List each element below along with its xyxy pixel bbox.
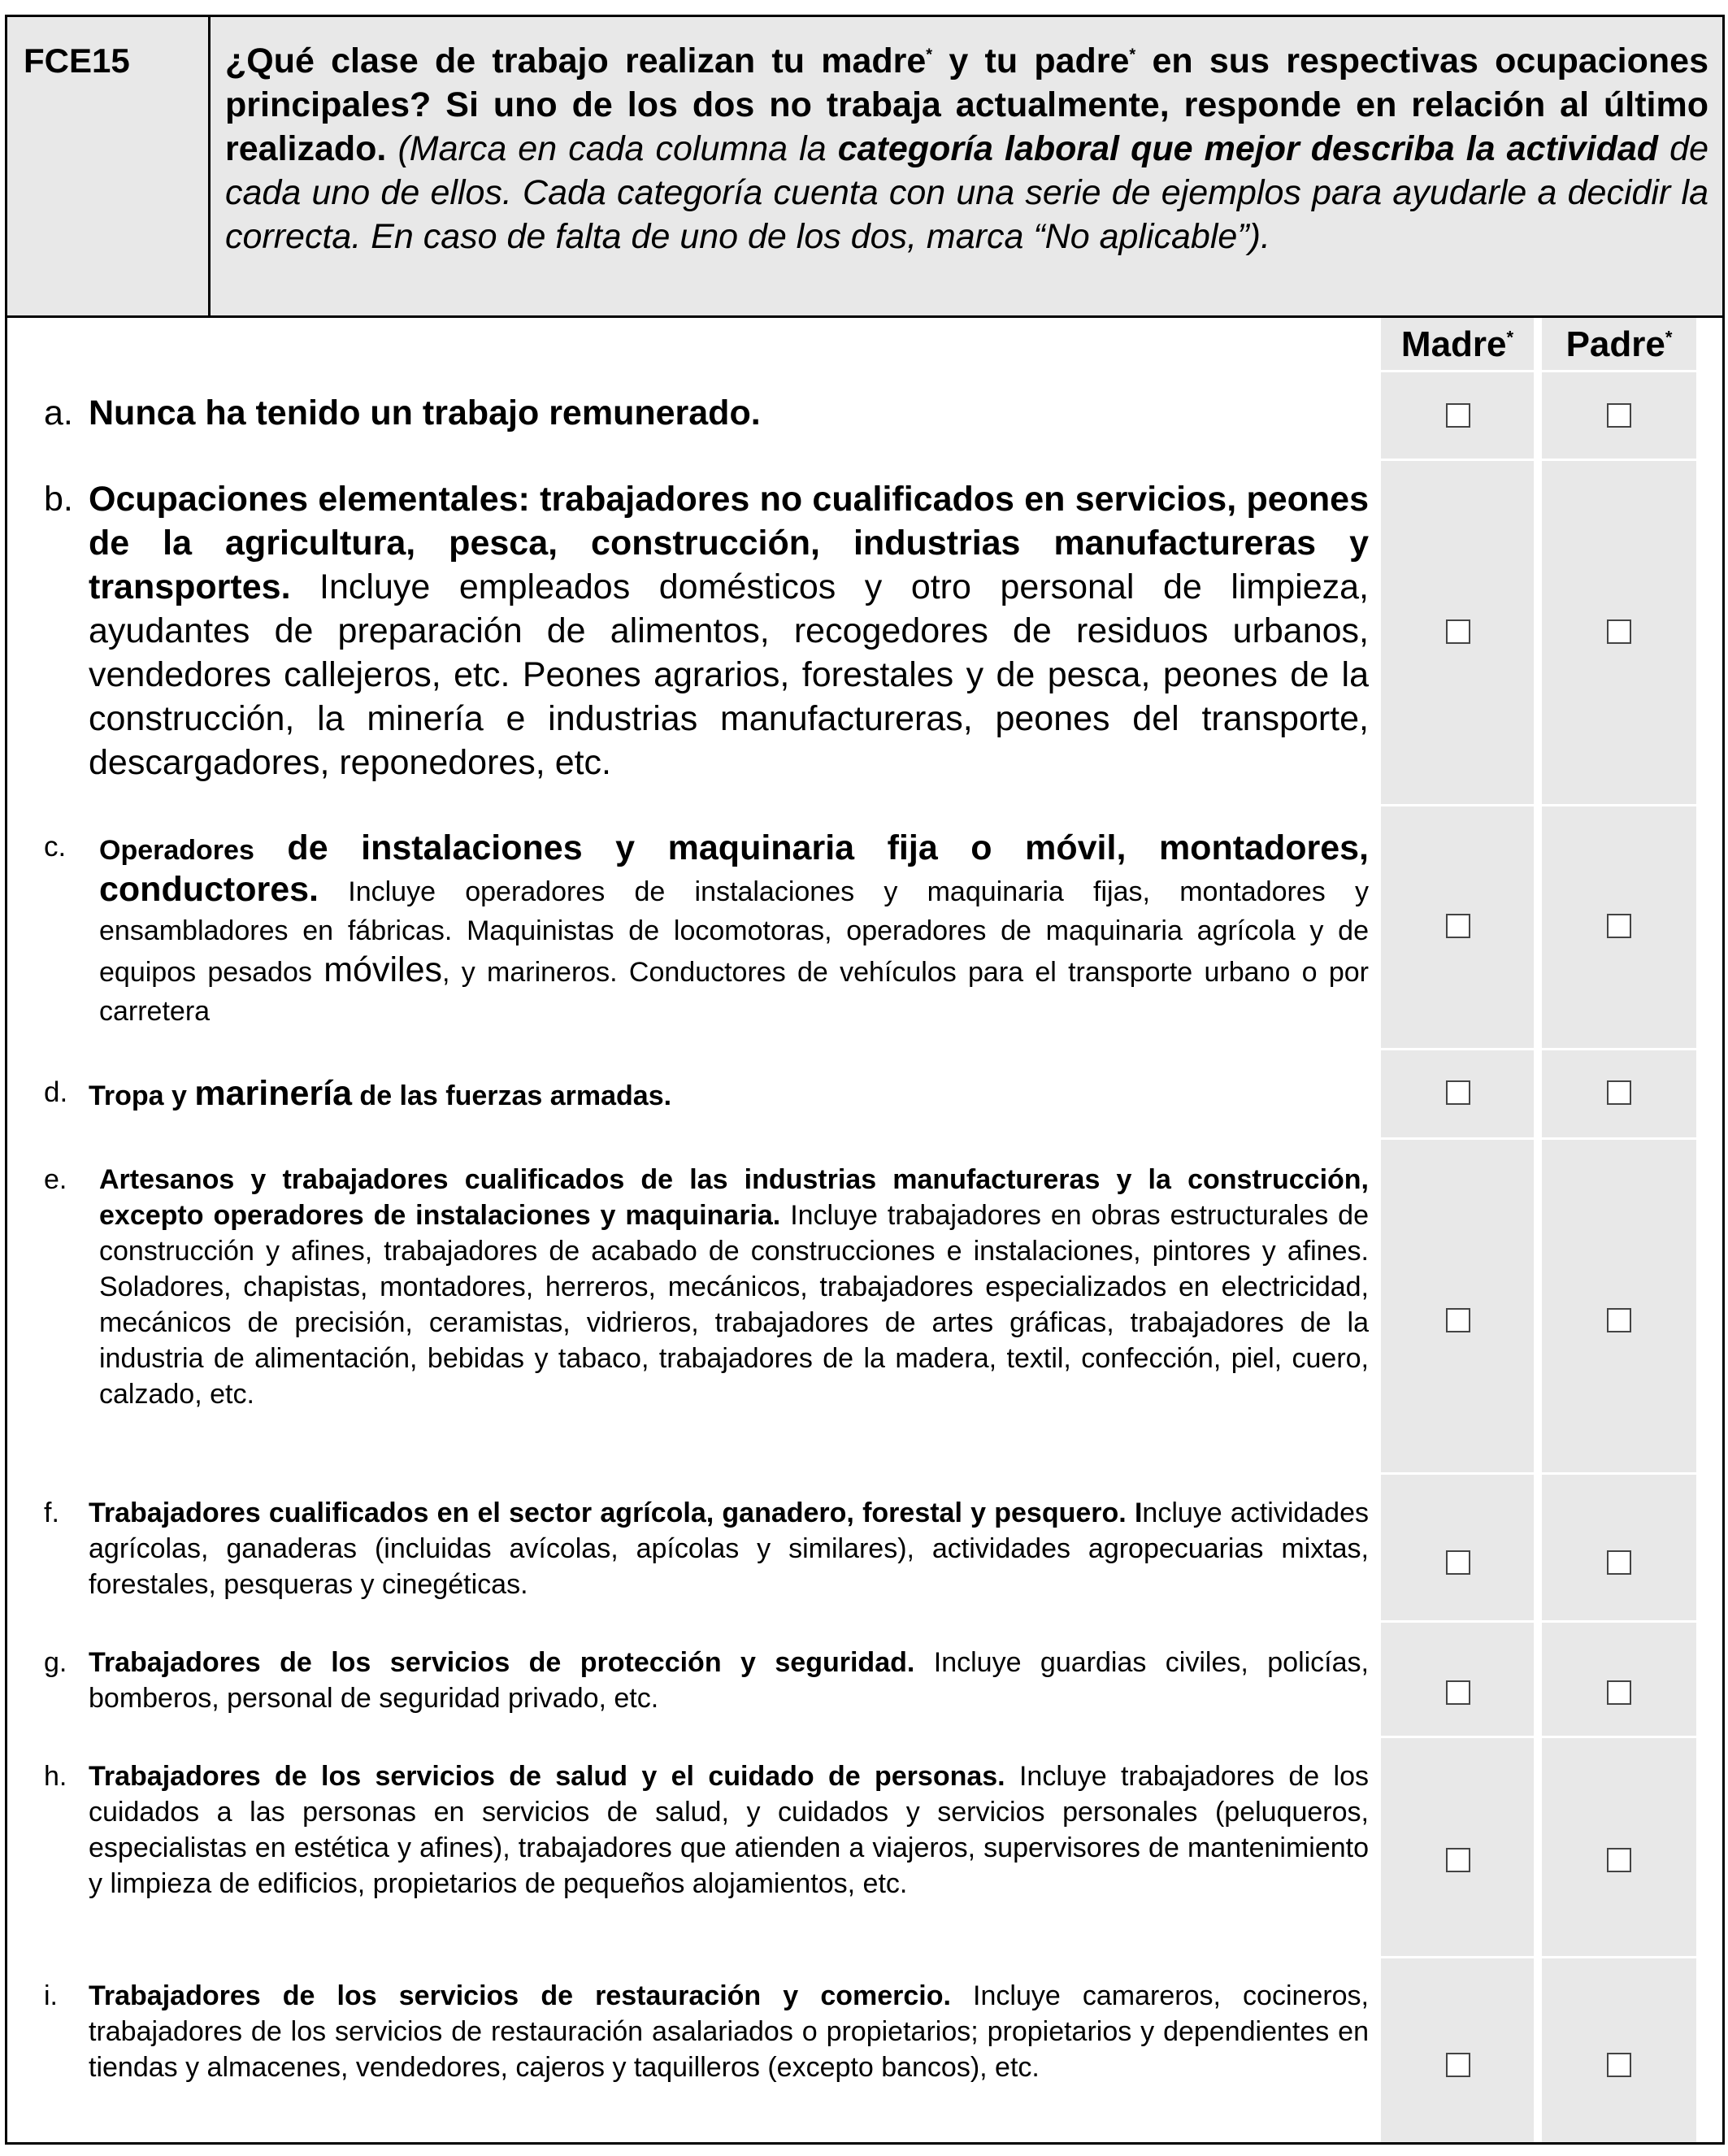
madre-checkbox-e[interactable] <box>1446 1308 1470 1332</box>
question-bold-2: y tu padre <box>932 41 1130 81</box>
list-item <box>44 477 1369 785</box>
madre-checkbox-h[interactable] <box>1446 1848 1470 1872</box>
madre-header: Madre* <box>1400 324 1514 364</box>
row-divider <box>1381 1736 1696 1738</box>
madre-checkbox-c[interactable] <box>1446 914 1470 938</box>
list-item <box>44 1495 1369 1602</box>
item-description: Incluye camareros, cocineros, trabajadores de los servicios de restauración asalariados o propietarios; propietarios y dependientes en tiendas y almacenes, vendedores, cajeros y taquilleros (excepto bancos), etc. <box>89 1980 1369 2083</box>
question-bold-3: en sus respectivas ocupaciones principales? Si uno de los dos no trabaja actualmente, responde en relación al último realizado. <box>225 41 1708 169</box>
list-item <box>44 391 1369 435</box>
question-text <box>225 33 1708 259</box>
padre-asterisk: * <box>1129 46 1136 64</box>
padre-checkbox-h[interactable] <box>1607 1848 1631 1872</box>
row-divider <box>1381 1620 1696 1623</box>
item-title: Trabajadores de los servicios de salud y el cuidado de personas. <box>89 1761 1005 1792</box>
madre-asterisk: * <box>926 46 933 64</box>
madre-checkbox-a[interactable] <box>1446 403 1470 428</box>
item-description: Incluye trabajadores en obras estructurales de construcción y afines, trabajadores de acabado de construcciones e instalaciones, pintores y afines. Soladores, chapistas, montadores, herreros, mecánicos, trabajadores especializados en electricidad, mecánicos de precisión, ceramistas, vidrieros, trabajadores de artes gráficas, trabajadores de la industria de alimentación, bebidas y tabaco, trabajadores de la madera, textil, confección, piel, cuero, calzado, etc. <box>99 1200 1369 1410</box>
item-letter: f. <box>44 1497 59 1528</box>
item-letter: g. <box>44 1647 67 1678</box>
padre-checkbox-e[interactable] <box>1607 1308 1631 1332</box>
list-item <box>44 1074 1369 1115</box>
item-letter: d. <box>44 1076 68 1108</box>
item-title: Trabajadores de los servicios de protección y seguridad. <box>89 1647 915 1678</box>
item-letter: b. <box>44 480 73 519</box>
item-description-2: , y marineros. Conductores de vehículos para el transporte urbano o por carretera <box>99 957 1369 1027</box>
padre-checkbox-g[interactable] <box>1607 1680 1631 1705</box>
row-divider <box>1381 1472 1696 1475</box>
item-title: marinería <box>194 1074 352 1113</box>
list-item <box>44 1978 1369 2085</box>
list-item <box>44 1162 1369 1412</box>
item-letter: e. <box>44 1164 67 1195</box>
item-description: ncluye actividades agrícolas, ganaderas (incluidas avícolas, apícolas y similares), actividades agropecuarias mixtas, forestales, pesqueras y cinegéticas. <box>89 1497 1370 1600</box>
item-description: Incluye operadores de instalaciones y maquinaria fijas, montadores y ensambladores en fábricas. Maquinistas de locomotoras, operadores de maquinaria agrícola y de equipos pesados <box>99 876 1369 988</box>
row-divider <box>1381 1956 1696 1958</box>
item-title: Nunca ha tenido un trabajo remunerado. <box>89 393 761 433</box>
list-item <box>44 1758 1369 1902</box>
padre-checkbox-i[interactable] <box>1607 2053 1631 2077</box>
list-item <box>44 828 1369 1031</box>
question-bold-1: ¿Qué clase de trabajo realizan tu madre <box>225 41 927 81</box>
question-code: FCE15 <box>7 17 211 315</box>
row-divider <box>1381 804 1696 806</box>
item-letter: h. <box>44 1761 67 1792</box>
madre-checkbox-d[interactable] <box>1446 1080 1470 1105</box>
instruction-italic-1: (Marca en cada columna la <box>386 129 838 169</box>
madre-checkbox-b[interactable] <box>1446 619 1470 644</box>
item-description: Incluye empleados domésticos y otro personal de limpieza, ayudantes de preparación de alimentos, recogedores de residuos urbanos, vendedores callejeros, etc. Peones agrarios, forestales y de pesca, peones de la construcción, la minería e industrias manufactureras, peones del transporte, descargadores, reponedores, etc. <box>89 567 1369 782</box>
item-description: Incluye guardias civiles, policías, bomberos, personal de seguridad privado, etc. <box>89 1647 1369 1714</box>
madre-checkbox-i[interactable] <box>1446 2053 1470 2077</box>
row-divider <box>1381 1048 1696 1050</box>
instruction-italic-bold: categoría laboral que mejor describa la actividad <box>837 129 1659 169</box>
item-description: Incluye trabajadores de los cuidados a las personas en servicios de salud, y cuidados y servicios personales (peluqueros, especialistas en estética y afines), trabajadores que atienden a viajeros, supervisores de mantenimiento y limpieza de edificios, propietarios de pequeños alojamientos, etc. <box>89 1761 1369 1899</box>
question-header <box>7 17 1722 318</box>
item-letter: c. <box>44 831 67 863</box>
item-title: Trabajadores cualificados en el sector agrícola, ganadero, forestal y pesquero. I <box>89 1497 1143 1528</box>
item-title: Trabajadores de los servicios de restauración y comercio. <box>89 1980 951 2011</box>
question-frame <box>5 15 1725 2145</box>
madre-checkbox-g[interactable] <box>1446 1680 1470 1705</box>
item-title-small-2: de las fuerzas armadas. <box>351 1080 672 1111</box>
padre-checkbox-c[interactable] <box>1607 914 1631 938</box>
row-divider <box>1381 459 1696 461</box>
row-divider <box>1381 1137 1696 1140</box>
list-item <box>44 1645 1369 1716</box>
item-title-small: Tropa y <box>89 1080 195 1111</box>
padre-checkbox-d[interactable] <box>1607 1080 1631 1105</box>
padre-checkbox-f[interactable] <box>1607 1550 1631 1575</box>
item-title-small: Operadores <box>99 835 254 866</box>
madre-checkbox-f[interactable] <box>1446 1550 1470 1575</box>
padre-checkbox-a[interactable] <box>1607 403 1631 428</box>
item-letter: i. <box>44 1980 58 2011</box>
item-description-big: móviles <box>323 950 442 989</box>
instruction-italic-2: de cada uno de ellos. Cada categoría cuenta con una serie de ejemplos para ayudarle a decidir la correcta. En caso de falta de uno de los dos, marca “No aplicable”). <box>225 129 1708 257</box>
padre-header: Padre* <box>1565 324 1673 364</box>
item-letter: a. <box>44 393 73 433</box>
padre-checkbox-b[interactable] <box>1607 619 1631 644</box>
item-title: Ocupaciones elementales: trabajadores no cualificados en servicios, peones de la agricultura, pesca, construcción, industrias manufactureras y transportes. <box>89 480 1369 606</box>
item-title: de instalaciones y maquinaria fija o móvil, montadores, conductores. <box>99 828 1369 909</box>
row-divider <box>1381 370 1696 372</box>
item-title: Artesanos y trabajadores cualificados de las industrias manufactureras y la construcción, excepto operadores de instalaciones y maquinaria. <box>99 1164 1369 1231</box>
